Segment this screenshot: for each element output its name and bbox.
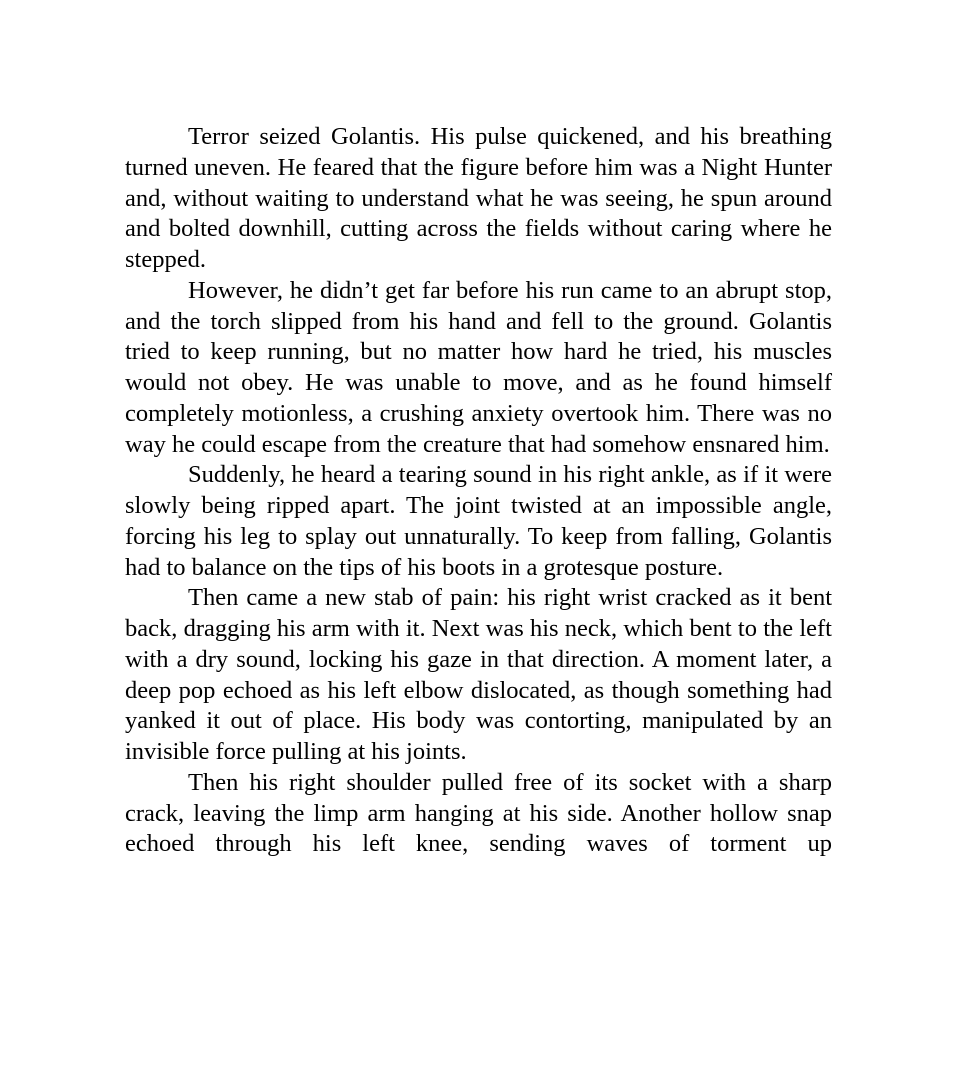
paragraph-5: Then his right shoulder pulled free of its socket with a sharp crack, leaving the limp arm hanging at his side. Another hollow snap echoed through his left knee, sending waves of torment up [125,768,832,858]
paragraph-3: Suddenly, he heard a tearing sound in his right ankle, as if it were slowly being ripped apart. The joint twisted at an impossible angle, forcing his leg to splay out unnaturally. To keep from falling, Golantis had to balance on the tips of his boots in a grotesque posture. [125,461,832,581]
paragraph-4: Then came a new stab of pain: his right wrist cracked as it bent back, dragging his arm with it. Next was his neck, which bent to the left with a dry sound, locking his gaze in that direction. A moment later, a deep pop echoed as his left elbow dislocated, as though something had yanked it out of place. His body was contorting, manipulated by an invisible force pulling at his joints. [125,584,832,765]
paragraph-1: Terror seized Golantis. His pulse quickened, and his breathing turned uneven. He feared that the figure before him was a Night Hunter and, without waiting to understand what he was seeing, he spun around and bolted downhill, cutting across the fields without caring where he stepped. [125,123,832,273]
paragraph-2: However, he didn’t get far before his run came to an abrupt stop, and the torch slipped from his hand and fell to the ground. Golantis tried to keep running, but no matter how hard he tried, his muscles would not obey. He was unable to move, and as he found himself completely motionless, a crushing anxiety overtook him. There was no way he could escape from the creature that had somehow ensnared him. [125,276,832,458]
document-page [125,122,832,860]
